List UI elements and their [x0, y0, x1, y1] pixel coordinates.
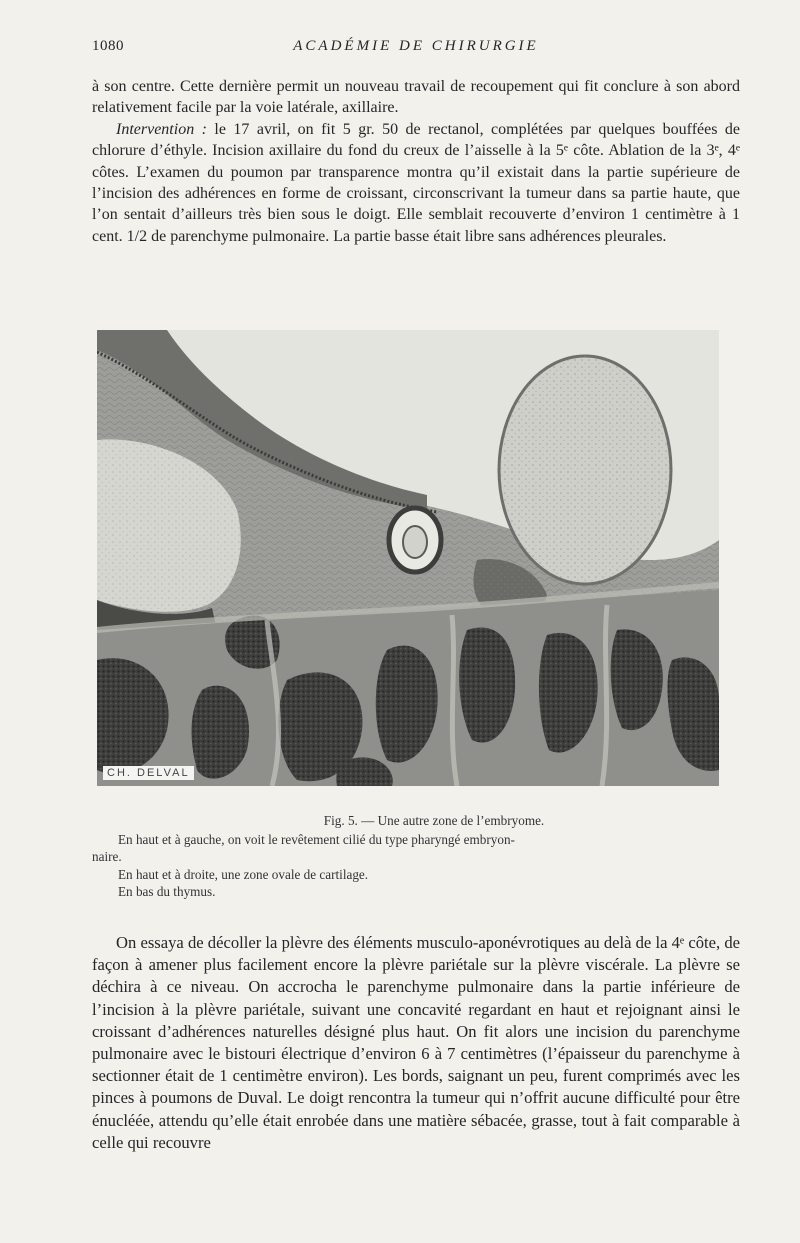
caption-line: En bas du thymus.	[118, 884, 216, 899]
caption-line: naire.	[92, 849, 122, 864]
running-header	[92, 38, 740, 60]
journal-title: ACADÉMIE DE CHIRURGIE	[293, 38, 539, 54]
histology-micrograph	[97, 330, 719, 786]
top-paragraph-1: à son centre. Cette dernière permit un nouveau travail de recoupement qui fit conclure à son abord relativement facile par la voie latérale, axillaire.	[92, 78, 740, 117]
caption-title: Fig. 5. — Une autre zone de l’embryome.	[323, 813, 545, 828]
bottom-paragraph-1: On essaya de décoller la plèvre des éléments musculo-aponévrotiques au delà de la 4ᵉ côte, de façon à amener plus facilement encore la plèvre pariétale sur la plèvre viscérale. La plèvre se déchira à ce niveau. On accrocha le parenchyme pulmonaire dans la partie inférieure de l’incision à la plèvre pariétale, suivant une concavité regardant en haut et rejoignant ainsi le croissant d’adhérences naturelles désigné plus haut. On fit alors une incision du parenchyme pulmonaire avec le bistouri électrique d’environ 6 à 7 centimètres (l’épaisseur du parenchyme à sectionner était de 1 centimètre environ). Les bords, saignant un peu, furent comprimés avec les pinces à poumons de Duval. Le doigt rencontra la tumeur qui n’offrit aucune difficulté pour être énucléée, attendu qu’elle était enrobée dans une matière sébacée, grasse, tout à fait comparable à celle qui recouvre	[92, 933, 740, 1152]
top-text-block	[92, 76, 740, 247]
page-number: 1080	[92, 38, 124, 54]
caption-line: En haut et à droite, une zone ovale de cartilage.	[118, 866, 369, 882]
top-paragraph-2-text: le 17 avril, on fit 5 gr. 50 de rectanol, complétées par quelques bouffées de chlorure d’éthyle. Incision axillaire du fond du creux de l’aisselle à la 5ᵉ côte. Ablation de la 3ᵉ, 4ᵉ côtes. L’examen du poumon par transparence montra qu’il existait dans la partie supérieure de l’incision des adhérences en forme de croissant, circonscrivant la tumeur dans sa partie haute, que l’on sentait d’ailleurs très bien sous le doigt. Elle semblait recouverte d’environ 1 centimètre à 1 cent. 1/2 de parenchyme pulmonaire. La partie basse était libre sans adhérences pleurales.	[92, 120, 741, 245]
intervention-label: Intervention :	[116, 120, 207, 138]
photo-credit: CH. DELVAL	[103, 766, 194, 780]
caption-line: En haut et à gauche, on voit le revêtement cilié du type pharyngé embryon-	[118, 831, 515, 847]
top-paragraph-2	[92, 119, 740, 247]
histology-figure	[97, 330, 719, 786]
bottom-text-block	[92, 932, 740, 1154]
figure-caption	[92, 812, 750, 901]
